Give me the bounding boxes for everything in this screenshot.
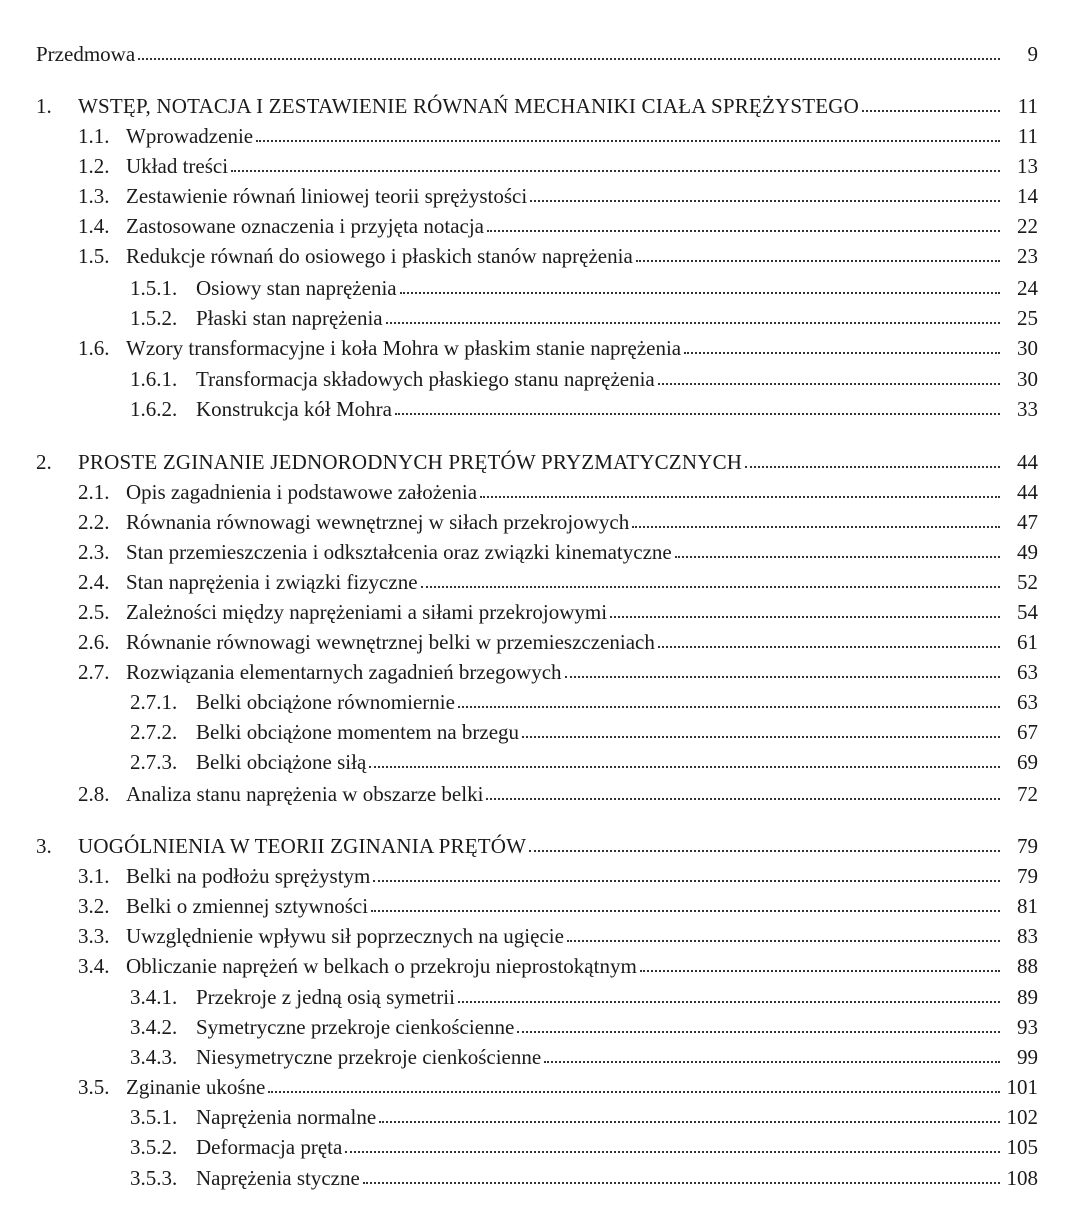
toc-entry-title: Zależności między naprężeniami a siłami przekrojowymi bbox=[126, 600, 608, 624]
toc-entry-number: 2.1. bbox=[78, 480, 110, 504]
dot-leader bbox=[530, 200, 1000, 202]
toc-entry-number: 3.4.1. bbox=[130, 985, 178, 1009]
toc-entry-page-number: 81 bbox=[1017, 894, 1038, 918]
toc-entry-title: Naprężenia styczne bbox=[196, 1166, 360, 1190]
toc-section-entry bbox=[78, 504, 1038, 534]
toc-entry-page-number: 69 bbox=[1017, 750, 1038, 774]
toc-entry-page-number: 25 bbox=[1017, 306, 1038, 330]
toc-section-entry bbox=[78, 948, 1038, 978]
toc-section-entry bbox=[78, 594, 1038, 624]
toc-entry-page-number: 105 bbox=[1006, 1135, 1038, 1159]
toc-entry-page-number: 44 bbox=[1017, 450, 1038, 474]
dot-leader bbox=[371, 910, 1000, 912]
dot-leader bbox=[231, 170, 1000, 172]
toc-entry-number: 1.4. bbox=[78, 214, 110, 238]
toc-entry-number: 3.5.1. bbox=[130, 1105, 178, 1129]
toc-entry-title: Belki obciążone siłą bbox=[196, 750, 367, 774]
toc-entry-number: 1.2. bbox=[78, 154, 110, 178]
toc-entry-title: Przekroje z jedną osią symetrii bbox=[196, 985, 455, 1009]
toc-entry-number: 2.5. bbox=[78, 600, 110, 624]
toc-section-entry bbox=[78, 208, 1038, 238]
toc-entry-title: Układ treści bbox=[126, 154, 229, 178]
toc-entry-page-number: 63 bbox=[1017, 690, 1038, 714]
dot-leader bbox=[458, 706, 1000, 708]
toc-section-entry bbox=[78, 330, 1038, 360]
dot-leader bbox=[345, 1151, 1000, 1153]
toc-entry-page-number: 30 bbox=[1017, 336, 1038, 360]
toc-entry-page-number: 89 bbox=[1017, 985, 1038, 1009]
toc-entry-page-number: 47 bbox=[1017, 510, 1038, 534]
toc-section-entry bbox=[130, 744, 1038, 774]
toc-entry-page-number: 88 bbox=[1017, 954, 1038, 978]
dot-leader bbox=[379, 1121, 1000, 1123]
dot-leader bbox=[480, 496, 1000, 498]
toc-entry-page-number: 101 bbox=[1006, 1075, 1038, 1099]
toc-section-entry bbox=[78, 564, 1038, 594]
toc-entry-title: Przedmowa bbox=[36, 42, 136, 66]
toc-entry-number: 1.6.2. bbox=[130, 397, 178, 421]
dot-leader bbox=[487, 230, 1000, 232]
toc-entry-title: UOGÓLNIENIA W TEORII ZGINANIA PRĘTÓW bbox=[78, 834, 527, 858]
toc-preface-entry bbox=[36, 36, 1038, 66]
toc-entry-page-number: 93 bbox=[1017, 1015, 1038, 1039]
dot-leader bbox=[486, 798, 1000, 800]
toc-section-entry bbox=[78, 918, 1038, 948]
toc-entry-title: Zginanie ukośne bbox=[126, 1075, 266, 1099]
toc-entry-page-number: 67 bbox=[1017, 720, 1038, 744]
toc-entry-number: 3.1. bbox=[78, 864, 110, 888]
toc-entry-title: Obliczanie naprężeń w belkach o przekroju nieprostokątnym bbox=[126, 954, 637, 978]
toc-entry-number: 2.8. bbox=[78, 782, 110, 806]
dot-leader bbox=[256, 140, 1000, 142]
toc-entry-title: Zastosowane oznaczenia i przyjęta notacja bbox=[126, 214, 484, 238]
toc-entry-title: Zestawienie równań liniowej teorii sprężystości bbox=[126, 184, 528, 208]
toc-entry-page-number: 108 bbox=[1006, 1166, 1038, 1190]
toc-entry-number: 2. bbox=[36, 450, 52, 474]
dot-leader bbox=[522, 736, 1000, 738]
toc-entry-page-number: 44 bbox=[1017, 480, 1038, 504]
dot-leader bbox=[862, 110, 1000, 112]
dot-leader bbox=[565, 676, 1000, 678]
toc-entry-page-number: 61 bbox=[1017, 630, 1038, 654]
toc-entry-number: 2.7. bbox=[78, 660, 110, 684]
toc-entry-number: 3.5.2. bbox=[130, 1135, 178, 1159]
toc-entry-number: 1.5. bbox=[78, 244, 110, 268]
toc-entry-title: Równania równowagi wewnętrznej w siłach przekrojowych bbox=[126, 510, 630, 534]
toc-entry-number: 1.6. bbox=[78, 336, 110, 360]
toc-entry-number: 3.4. bbox=[78, 954, 110, 978]
toc-entry-number: 1.1. bbox=[78, 124, 110, 148]
toc-entry-page-number: 63 bbox=[1017, 660, 1038, 684]
toc-entry-page-number: 102 bbox=[1006, 1105, 1038, 1129]
dot-leader bbox=[636, 260, 1000, 262]
dot-leader bbox=[658, 646, 1000, 648]
toc-section-entry bbox=[78, 178, 1038, 208]
toc-entry-page-number: 11 bbox=[1017, 124, 1038, 148]
dot-leader bbox=[386, 322, 1000, 324]
toc-section-entry bbox=[78, 534, 1038, 564]
toc-entry-page-number: 52 bbox=[1017, 570, 1038, 594]
toc-entry-page-number: 24 bbox=[1017, 276, 1038, 300]
toc-entry-page-number: 33 bbox=[1017, 397, 1038, 421]
toc-entry-page-number: 30 bbox=[1017, 367, 1038, 391]
toc-entry-title: Opis zagadnienia i podstawowe założenia bbox=[126, 480, 478, 504]
toc-entry-page-number: 13 bbox=[1017, 154, 1038, 178]
toc-section-entry bbox=[130, 979, 1038, 1009]
toc-entry-title: Analiza stanu naprężenia w obszarze belki bbox=[126, 782, 484, 806]
toc-entry-number: 3.4.2. bbox=[130, 1015, 178, 1039]
toc-entry-title: Osiowy stan naprężenia bbox=[196, 276, 397, 300]
toc-entry-page-number: 54 bbox=[1017, 600, 1038, 624]
dot-leader bbox=[517, 1031, 1000, 1033]
toc-entry-number: 1.5.1. bbox=[130, 276, 178, 300]
toc-entry-number: 2.7.2. bbox=[130, 720, 178, 744]
toc-entry-number: 3.5. bbox=[78, 1075, 110, 1099]
dot-leader bbox=[373, 880, 1000, 882]
toc-entry-page-number: 14 bbox=[1017, 184, 1038, 208]
toc-entry-title: WSTĘP, NOTACJA I ZESTAWIENIE RÓWNAŃ MECHANIKI CIAŁA SPRĘŻYSTEGO bbox=[78, 94, 860, 118]
toc-entry-number: 1.5.2. bbox=[130, 306, 178, 330]
toc-entry-title: Uwzględnienie wpływu sił poprzecznych na ugięcie bbox=[126, 924, 564, 948]
toc-entry-number: 3.5.3. bbox=[130, 1166, 178, 1190]
toc-entry-number: 3. bbox=[36, 834, 52, 858]
toc-section-entry bbox=[130, 1160, 1038, 1190]
toc-entry-page-number: 99 bbox=[1017, 1045, 1038, 1069]
toc-entry-page-number: 72 bbox=[1017, 782, 1038, 806]
dot-leader bbox=[675, 556, 1000, 558]
dot-leader bbox=[458, 1001, 1000, 1003]
toc-section-entry bbox=[78, 624, 1038, 654]
dot-leader bbox=[400, 292, 1000, 294]
dot-leader bbox=[529, 850, 1000, 852]
dot-leader bbox=[632, 526, 1000, 528]
toc-section-entry bbox=[78, 148, 1038, 178]
dot-leader bbox=[421, 586, 1000, 588]
dot-leader bbox=[610, 616, 1000, 618]
toc-section-entry bbox=[130, 1099, 1038, 1129]
toc-entry-title: Rozwiązania elementarnych zagadnień brzegowych bbox=[126, 660, 562, 684]
toc-section-entry bbox=[78, 1069, 1038, 1099]
dot-leader bbox=[745, 466, 1000, 468]
toc-entry-page-number: 79 bbox=[1017, 864, 1038, 888]
toc-entry-title: Belki o zmiennej sztywności bbox=[126, 894, 369, 918]
toc-entry-title: Symetryczne przekroje cienkościenne bbox=[196, 1015, 515, 1039]
toc-entry-page-number: 49 bbox=[1017, 540, 1038, 564]
toc-section-entry bbox=[130, 1009, 1038, 1039]
toc-section-entry bbox=[130, 1129, 1038, 1159]
toc-section-entry bbox=[130, 714, 1038, 744]
toc-entry-number: 2.7.3. bbox=[130, 750, 178, 774]
toc-entry-title: Belki obciążone równomiernie bbox=[196, 690, 455, 714]
toc-entry-number: 1. bbox=[36, 94, 52, 118]
toc-entry-title: Wprowadzenie bbox=[126, 124, 254, 148]
toc-entry-number: 2.4. bbox=[78, 570, 110, 594]
toc-entry-title: Równanie równowagi wewnętrznej belki w przemieszczeniach bbox=[126, 630, 655, 654]
toc-entry-title: Stan naprężenia i związki fizyczne bbox=[126, 570, 418, 594]
dot-leader bbox=[544, 1061, 1000, 1063]
toc-entry-number: 2.7.1. bbox=[130, 690, 178, 714]
toc-entry-page-number: 9 bbox=[1027, 42, 1038, 66]
toc-entry-number: 3.4.3. bbox=[130, 1045, 178, 1069]
toc-section-entry bbox=[78, 776, 1038, 806]
toc-entry-number: 2.2. bbox=[78, 510, 110, 534]
toc-entry-number: 2.6. bbox=[78, 630, 110, 654]
toc-entry-page-number: 79 bbox=[1017, 834, 1038, 858]
dot-leader bbox=[138, 58, 1000, 60]
toc-entry-title: Naprężenia normalne bbox=[196, 1105, 377, 1129]
toc-section-entry bbox=[130, 270, 1038, 300]
toc-entry-title: Stan przemieszczenia i odkształcenia oraz związki kinematyczne bbox=[126, 540, 672, 564]
toc-entry-title: Belki na podłożu sprężystym bbox=[126, 864, 371, 888]
toc-entry-title: Transformacja składowych płaskiego stanu naprężenia bbox=[196, 367, 655, 391]
toc-entry-number: 1.6.1. bbox=[130, 367, 178, 391]
toc-section-entry bbox=[78, 654, 1038, 684]
toc-section-entry bbox=[78, 238, 1038, 268]
toc-entry-title: Płaski stan naprężenia bbox=[196, 306, 383, 330]
toc-entry-title: Konstrukcja kół Mohra bbox=[196, 397, 392, 421]
toc-section-entry bbox=[78, 474, 1038, 504]
toc-entry-title: Belki obciążone momentem na brzegu bbox=[196, 720, 520, 744]
toc-chapter-entry bbox=[36, 444, 1038, 474]
toc-section-entry bbox=[130, 391, 1038, 421]
toc-chapter-entry bbox=[36, 88, 1038, 118]
toc-entry-title: PROSTE ZGINANIE JEDNORODNYCH PRĘTÓW PRYZMATYCZNYCH bbox=[78, 450, 743, 474]
dot-leader bbox=[395, 413, 1000, 415]
dot-leader bbox=[658, 383, 1000, 385]
toc-section-entry bbox=[130, 684, 1038, 714]
dot-leader bbox=[567, 940, 1000, 942]
toc-section-entry bbox=[78, 858, 1038, 888]
toc-entry-title: Wzory transformacyjne i koła Mohra w płaskim stanie naprężenia bbox=[126, 336, 682, 360]
toc-entry-page-number: 11 bbox=[1017, 94, 1038, 118]
toc-section-entry bbox=[130, 1039, 1038, 1069]
dot-leader bbox=[268, 1091, 1000, 1093]
toc-chapter-entry bbox=[36, 828, 1038, 858]
toc-section-entry bbox=[130, 361, 1038, 391]
toc-entry-page-number: 23 bbox=[1017, 244, 1038, 268]
toc-entry-page-number: 83 bbox=[1017, 924, 1038, 948]
dot-leader bbox=[369, 766, 1000, 768]
toc-entry-title: Deformacja pręta bbox=[196, 1135, 343, 1159]
toc-entry-number: 1.3. bbox=[78, 184, 110, 208]
toc-entry-title: Redukcje równań do osiowego i płaskich stanów naprężenia bbox=[126, 244, 633, 268]
toc-section-entry bbox=[130, 300, 1038, 330]
toc-entry-page-number: 22 bbox=[1017, 214, 1038, 238]
dot-leader bbox=[640, 970, 1000, 972]
toc-entry-number: 3.3. bbox=[78, 924, 110, 948]
toc-section-entry bbox=[78, 888, 1038, 918]
toc-entry-number: 2.3. bbox=[78, 540, 110, 564]
dot-leader bbox=[684, 352, 1000, 354]
toc-section-entry bbox=[78, 118, 1038, 148]
toc-entry-number: 3.2. bbox=[78, 894, 110, 918]
dot-leader bbox=[363, 1182, 1000, 1184]
toc-entry-title: Niesymetryczne przekroje cienkościenne bbox=[196, 1045, 542, 1069]
